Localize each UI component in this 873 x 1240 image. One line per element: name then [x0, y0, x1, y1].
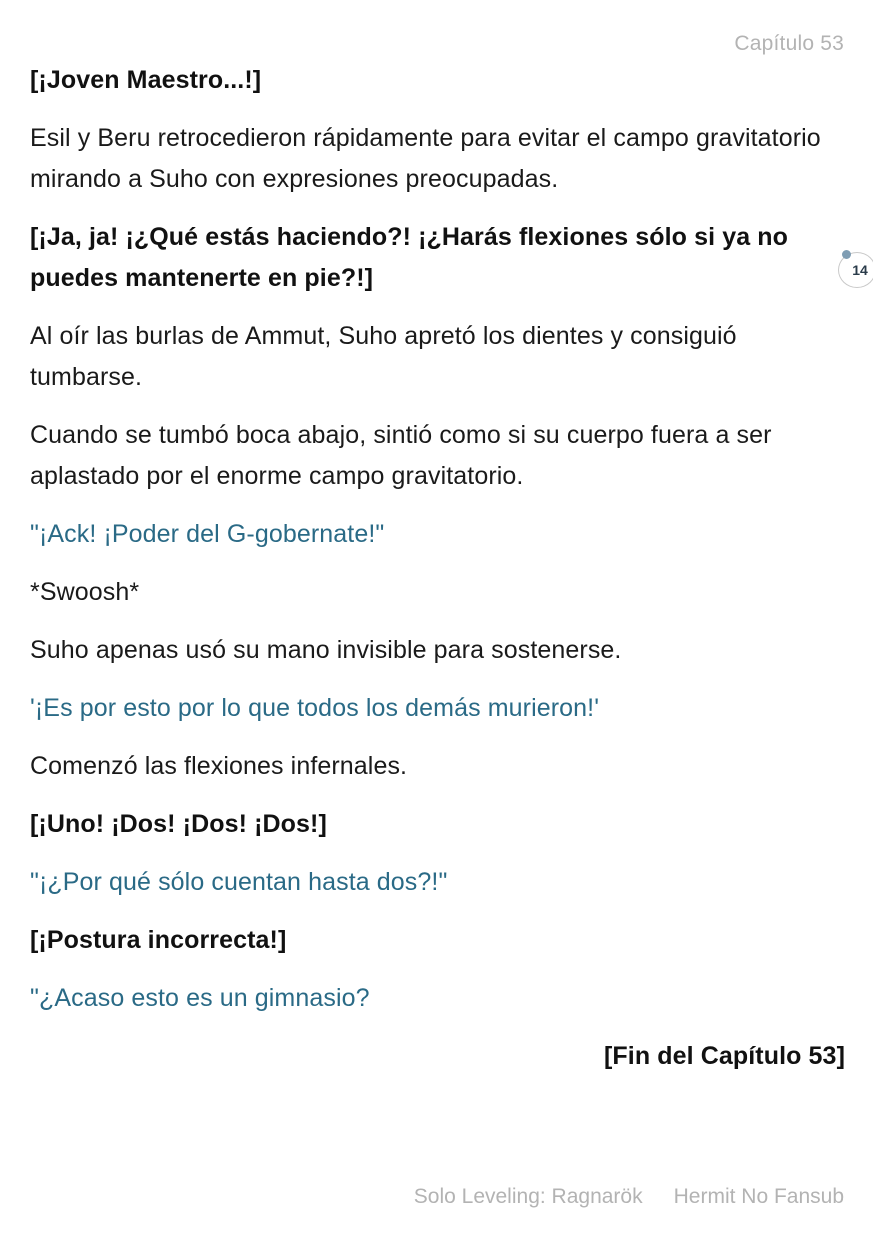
paragraph: Esil y Beru retrocedieron rápidamente para evitar el campo gravitatorio mirando a Suho con expresiones preocupadas. — [30, 124, 821, 193]
paragraph: [¡Uno! ¡Dos! ¡Dos! ¡Dos!] — [30, 810, 327, 838]
paragraph: Al oír las burlas de Ammut, Suho apretó los dientes y consiguió tumbarse. — [30, 322, 737, 391]
chapter-header: Capítulo 53 — [734, 32, 844, 55]
page-number-badge[interactable] — [838, 252, 873, 288]
footer-title: Solo Leveling: Ragnarök — [413, 1185, 643, 1208]
paragraph: Suho apenas usó su mano invisible para sostenerse. — [30, 636, 622, 664]
paragraph: "¡Ack! ¡Poder del G-gobernate!" — [30, 520, 385, 548]
page-number: 14 — [852, 262, 868, 278]
paragraph: [¡Ja, ja! ¡¿Qué estás haciendo?! ¡¿Harás flexiones sólo si ya no puedes mantenerte en pie?!] — [30, 223, 788, 292]
paragraph: [¡Postura incorrecta!] — [30, 926, 287, 954]
paragraph: "¡¿Por qué sólo cuentan hasta dos?!" — [30, 868, 448, 896]
footer-credit: Hermit No Fansub — [673, 1185, 844, 1208]
chapter-body — [30, 60, 845, 1094]
paragraph: "¿Acaso esto es un gimnasio? — [30, 984, 370, 1012]
paragraph: '¡Es por esto por lo que todos los demás murieron!' — [30, 694, 600, 722]
footer — [414, 1185, 844, 1209]
paragraph: Comenzó las flexiones infernales. — [30, 752, 408, 780]
paragraph: [¡Joven Maestro...!] — [30, 66, 262, 94]
paragraph: Cuando se tumbó boca abajo, sintió como si su cuerpo fuera a ser aplastado por el enorme campo gravitatorio. — [30, 421, 772, 490]
chapter-end-marker: [Fin del Capítulo 53] — [604, 1042, 845, 1070]
paragraph: *Swoosh* — [30, 578, 140, 606]
